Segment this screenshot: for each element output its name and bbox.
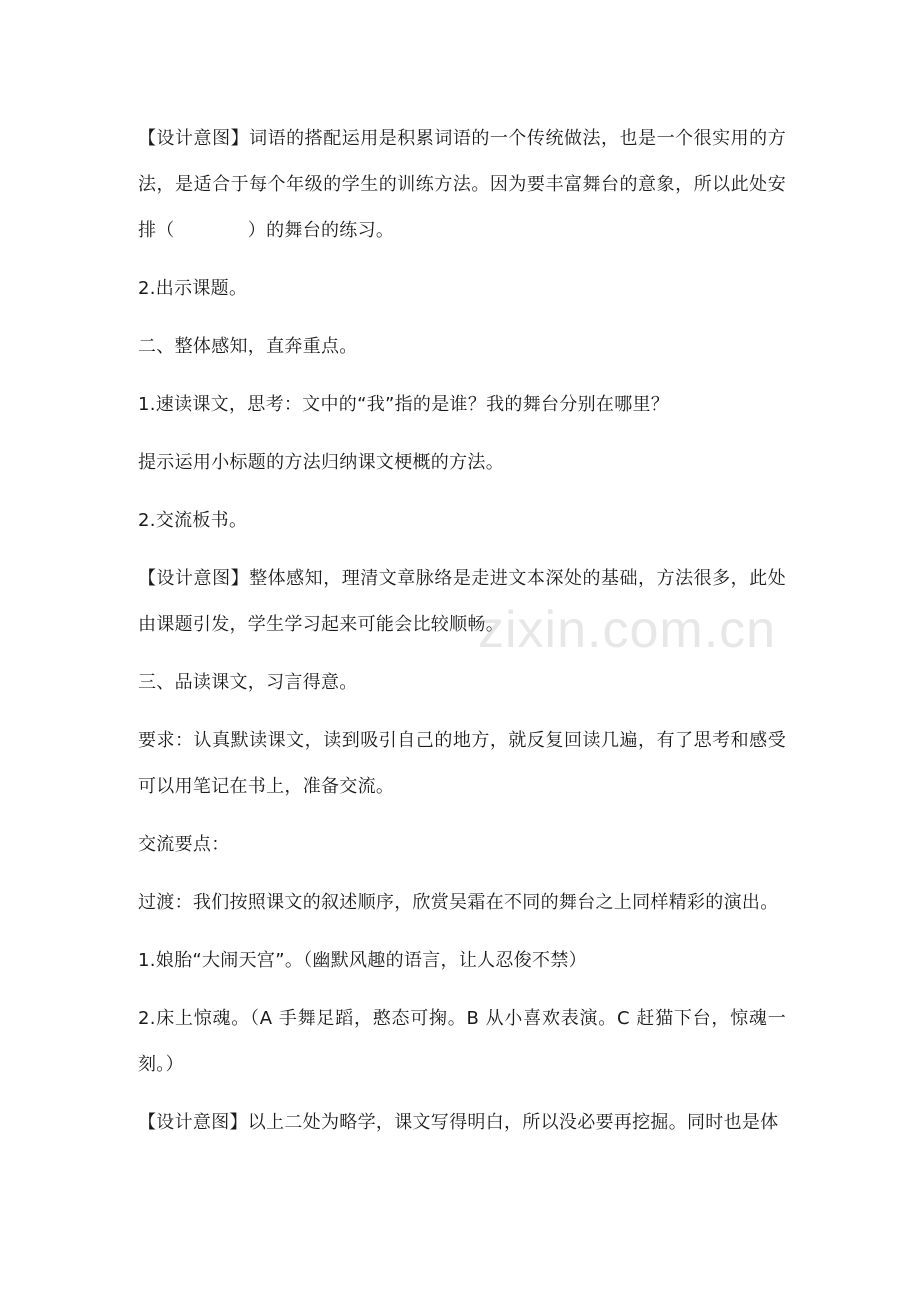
- paragraph-bed-scare: 2.床上惊魂。（A 手舞足蹈，憨态可掬。B 从小喜欢表演。C 赶猫下台，惊魂一刻。）: [138, 1008, 786, 1075]
- paragraph-discussion-points: 交流要点：: [138, 834, 230, 855]
- paragraph-transition: 过渡：我们按照课文的叙述顺序，欣赏吴霜在不同的舞台之上同样精彩的演出。: [138, 892, 779, 913]
- watermark-logo: zixin.com.cn: [478, 601, 777, 659]
- paragraph-design-intent-3: 【设计意图】以上二处为略学，课文写得明白，所以没必要再挖掘。同时也是体: [138, 1112, 779, 1133]
- paragraph-show-title: 2.出示课题。: [138, 278, 248, 299]
- section-heading-close-reading: 三、品读课文，习言得意。: [138, 672, 358, 693]
- paragraph-womb-havoc: 1.娘胎“大闹天宫”。（幽默风趣的语言，让人忍俊不禁）: [138, 950, 587, 971]
- document-body: [138, 116, 786, 1158]
- section-heading-overall-perception: 二、整体感知，直奔重点。: [138, 336, 358, 357]
- paragraph-design-intent-1: 【设计意图】词语的搭配运用是积累词语的一个传统做法，也是一个很实用的方法，是适合于每个年级的学生的训练方法。因为要丰富舞台的意象，所以此处安排（ ）的舞台的练习。: [138, 128, 786, 241]
- paragraph-design-intent-2: 【设计意图】整体感知，理清文章脉络是走进文本深处的基础，方法很多，此处由课题引发，学生学习起来可能会比较顺畅。: [138, 568, 786, 635]
- paragraph-requirements: 要求：认真默读课文，读到吸引自己的地方，就反复回读几遍，有了思考和感受可以用笔记在书上，准备交流。: [138, 730, 786, 797]
- paragraph-blackboard: 2.交流板书。: [138, 510, 248, 531]
- paragraph-subtitle-hint: 提示运用小标题的方法归纳课文梗概的方法。: [138, 452, 504, 473]
- paragraph-speed-reading: 1.速读课文，思考：文中的“我”指的是谁？我的舞台分别在哪里？: [138, 394, 670, 415]
